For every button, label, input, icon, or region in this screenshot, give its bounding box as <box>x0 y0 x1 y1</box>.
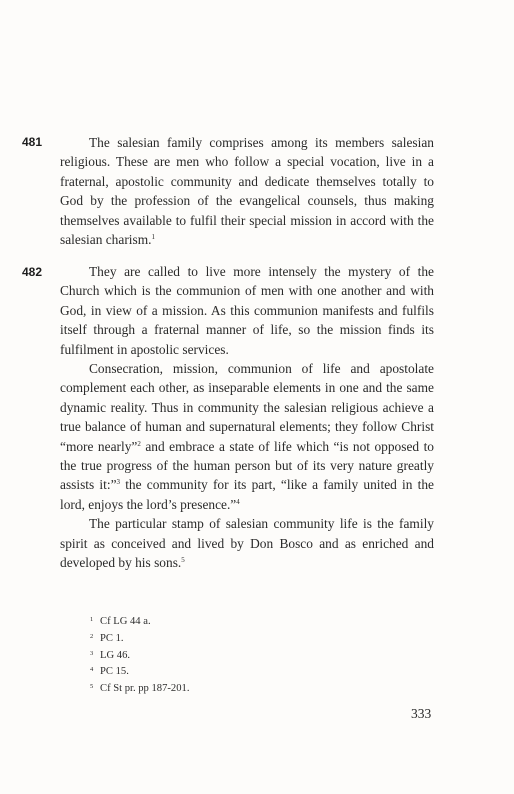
paragraph-482-third <box>60 514 434 572</box>
footnote-text: PC 1. <box>100 632 124 644</box>
footnote-ref-2: 2 <box>137 439 141 448</box>
footnote-text: Cf LG 44 a. <box>100 616 151 627</box>
paragraph-482-first <box>60 262 434 359</box>
footnote-item <box>90 663 189 680</box>
footnote-ref-5: 5 <box>181 556 185 565</box>
footnote-item <box>90 630 189 647</box>
footnote-text: PC 15. <box>100 666 129 678</box>
footnote-mark: 4 <box>90 666 94 674</box>
footnotes <box>90 613 189 697</box>
footnote-mark: 1 <box>90 616 94 623</box>
paragraph-text: The particular stamp of salesian community life is the family spirit as conceived and lived by Don Bosco and as enriched and developed by his sons. <box>60 516 434 571</box>
footnote-ref-1: 1 <box>151 233 155 242</box>
footnote-mark: 2 <box>90 632 94 640</box>
paragraph-number-481: 481 <box>22 135 43 149</box>
footnote-item <box>90 680 189 697</box>
footnote-item <box>90 647 189 664</box>
page-number: 333 <box>411 706 432 721</box>
footnote-ref-4: 4 <box>236 497 240 506</box>
footnote-ref-3: 3 <box>116 478 121 487</box>
paragraph-482-block <box>60 262 434 573</box>
paragraph-text: Consecration, mission, communion of life and apostolate complement each other, as inseparable elements in one and the same dynamic reality. Thus in community the salesian religious achieve a true balance of human and supernatural elements; they follow Christ “more nearly” <box>60 361 434 454</box>
footnote-mark: 3 <box>90 649 94 657</box>
paragraph-text: The salesian family comprises among its members salesian religious. These are men who follow a special vocation, live in a fraternal, apostolic community and dedicate themselves totally to God by the profession of the evangelical counsels, thus making themselves available to fulfil their special mission in accord with the salesian charism. <box>60 135 434 248</box>
footnote-text: Cf St pr. pp 187-201. <box>100 683 190 695</box>
paragraph-text: They are called to live more intensely the mystery of the Church which is the communion of men with one another and with God, in view of a mission. As this communion manifests and fulfils itself through a fraternal manner of life, so the mission finds its fulfilment in apostolic services. <box>60 264 434 357</box>
footnote-text: LG 46. <box>100 649 131 661</box>
paragraph-text: the community for its part, “like a family united in the lord, enjoys the lord’s presence.” <box>60 477 435 512</box>
footnote-mark: 5 <box>90 683 94 691</box>
paragraph-481 <box>60 133 434 249</box>
footnote-item <box>90 613 189 630</box>
paragraph-number-482: 482 <box>22 265 43 279</box>
paragraph-text: and embrace a state of life which “is not opposed to the true progress of the human person but of its very nature greatly assists it:” <box>60 438 434 493</box>
paragraph-482-second <box>60 359 434 514</box>
paragraph-481-block <box>60 133 434 249</box>
